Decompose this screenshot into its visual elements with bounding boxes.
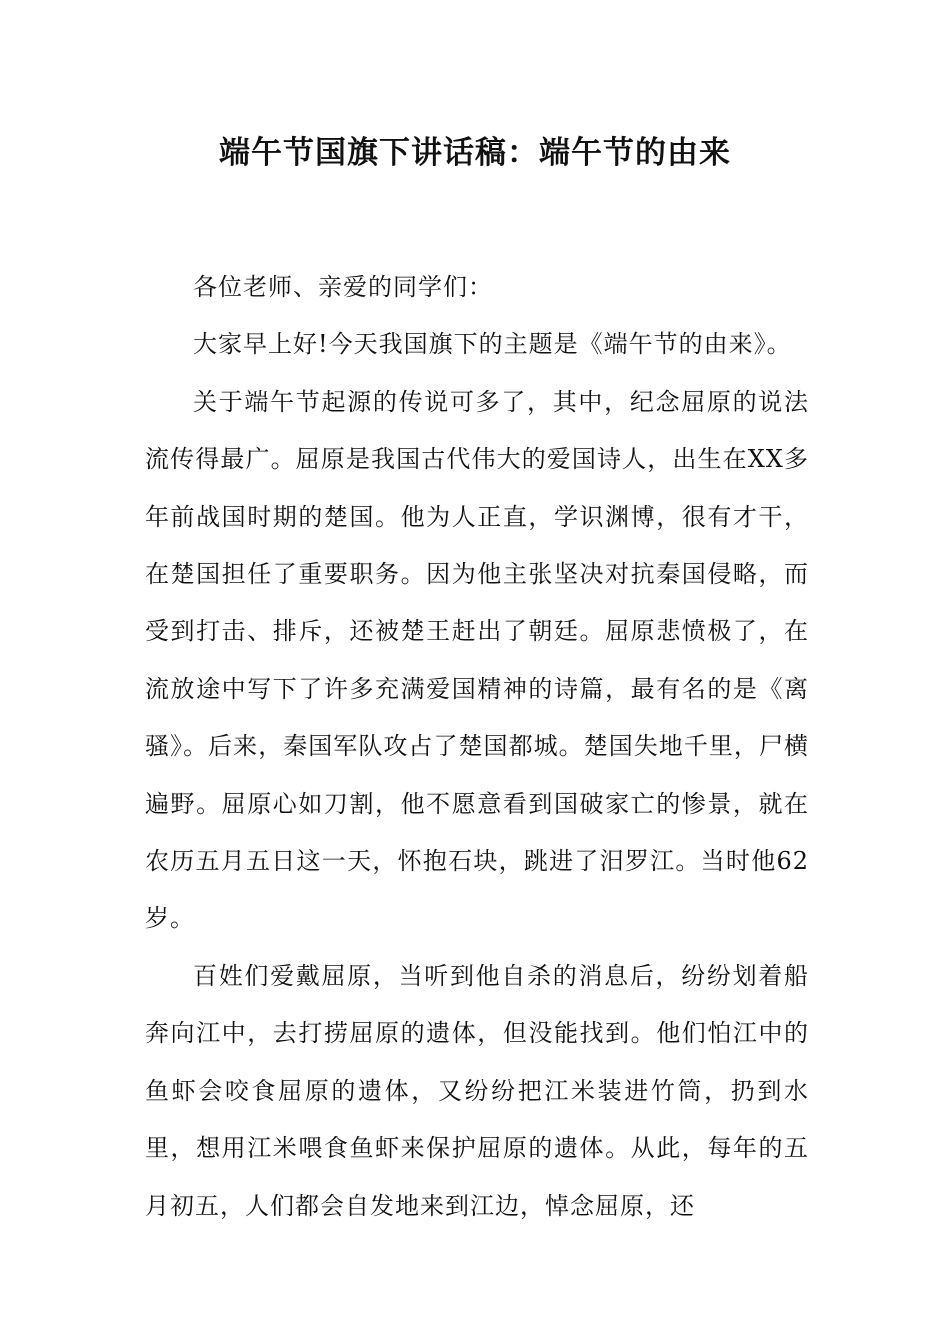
document-title: 端午节国旗下讲话稿：端午节的由来: [219, 135, 731, 171]
greeting-paragraph: 大家早上好!今天我国旗下的主题是《端午节的由来》。: [193, 330, 792, 359]
origin-paragraph: 关于端午节起源的传说可多了，其中，纪念屈原的说法流传得最广。屈原是我国古代伟大的爱国诗人，出生在XX多年前战国时期的楚国。他为人正直，学识渊博，很有才干，在楚国担任了重要职务。因为他主张坚决对抗秦国侵略，而受到打击、排斥，还被楚王赶出了朝廷。屈原悲愤极了，在流放途中写下了许多充满爱国精神的诗篇，最有名的是《离骚》。后来，秦国军队攻占了楚国都城。楚国失地千里，尸横遍野。屈原心如刀割，他不愿意看到国破家亡的惨景，就在农历五月五日这一天，怀抱石块，跳进了汨罗江。当时他62岁。: [145, 387, 809, 933]
people-paragraph: 百姓们爱戴屈原，当听到他自杀的消息后，纷纷划着船奔向江中，去打捞屈原的遗体，但没能找到。他们怕江中的鱼虾会咬食屈原的遗体，又纷纷把江米装进竹筒，扔到水里，想用江米喂食鱼虾来保护屈原的遗体。从此，每年的五月初五，人们都会自发地来到江边，悼念屈原，还: [145, 961, 809, 1220]
document-body: [145, 259, 809, 1235]
salutation-paragraph: 各位老师、亲爱的同学们：: [193, 273, 493, 301]
